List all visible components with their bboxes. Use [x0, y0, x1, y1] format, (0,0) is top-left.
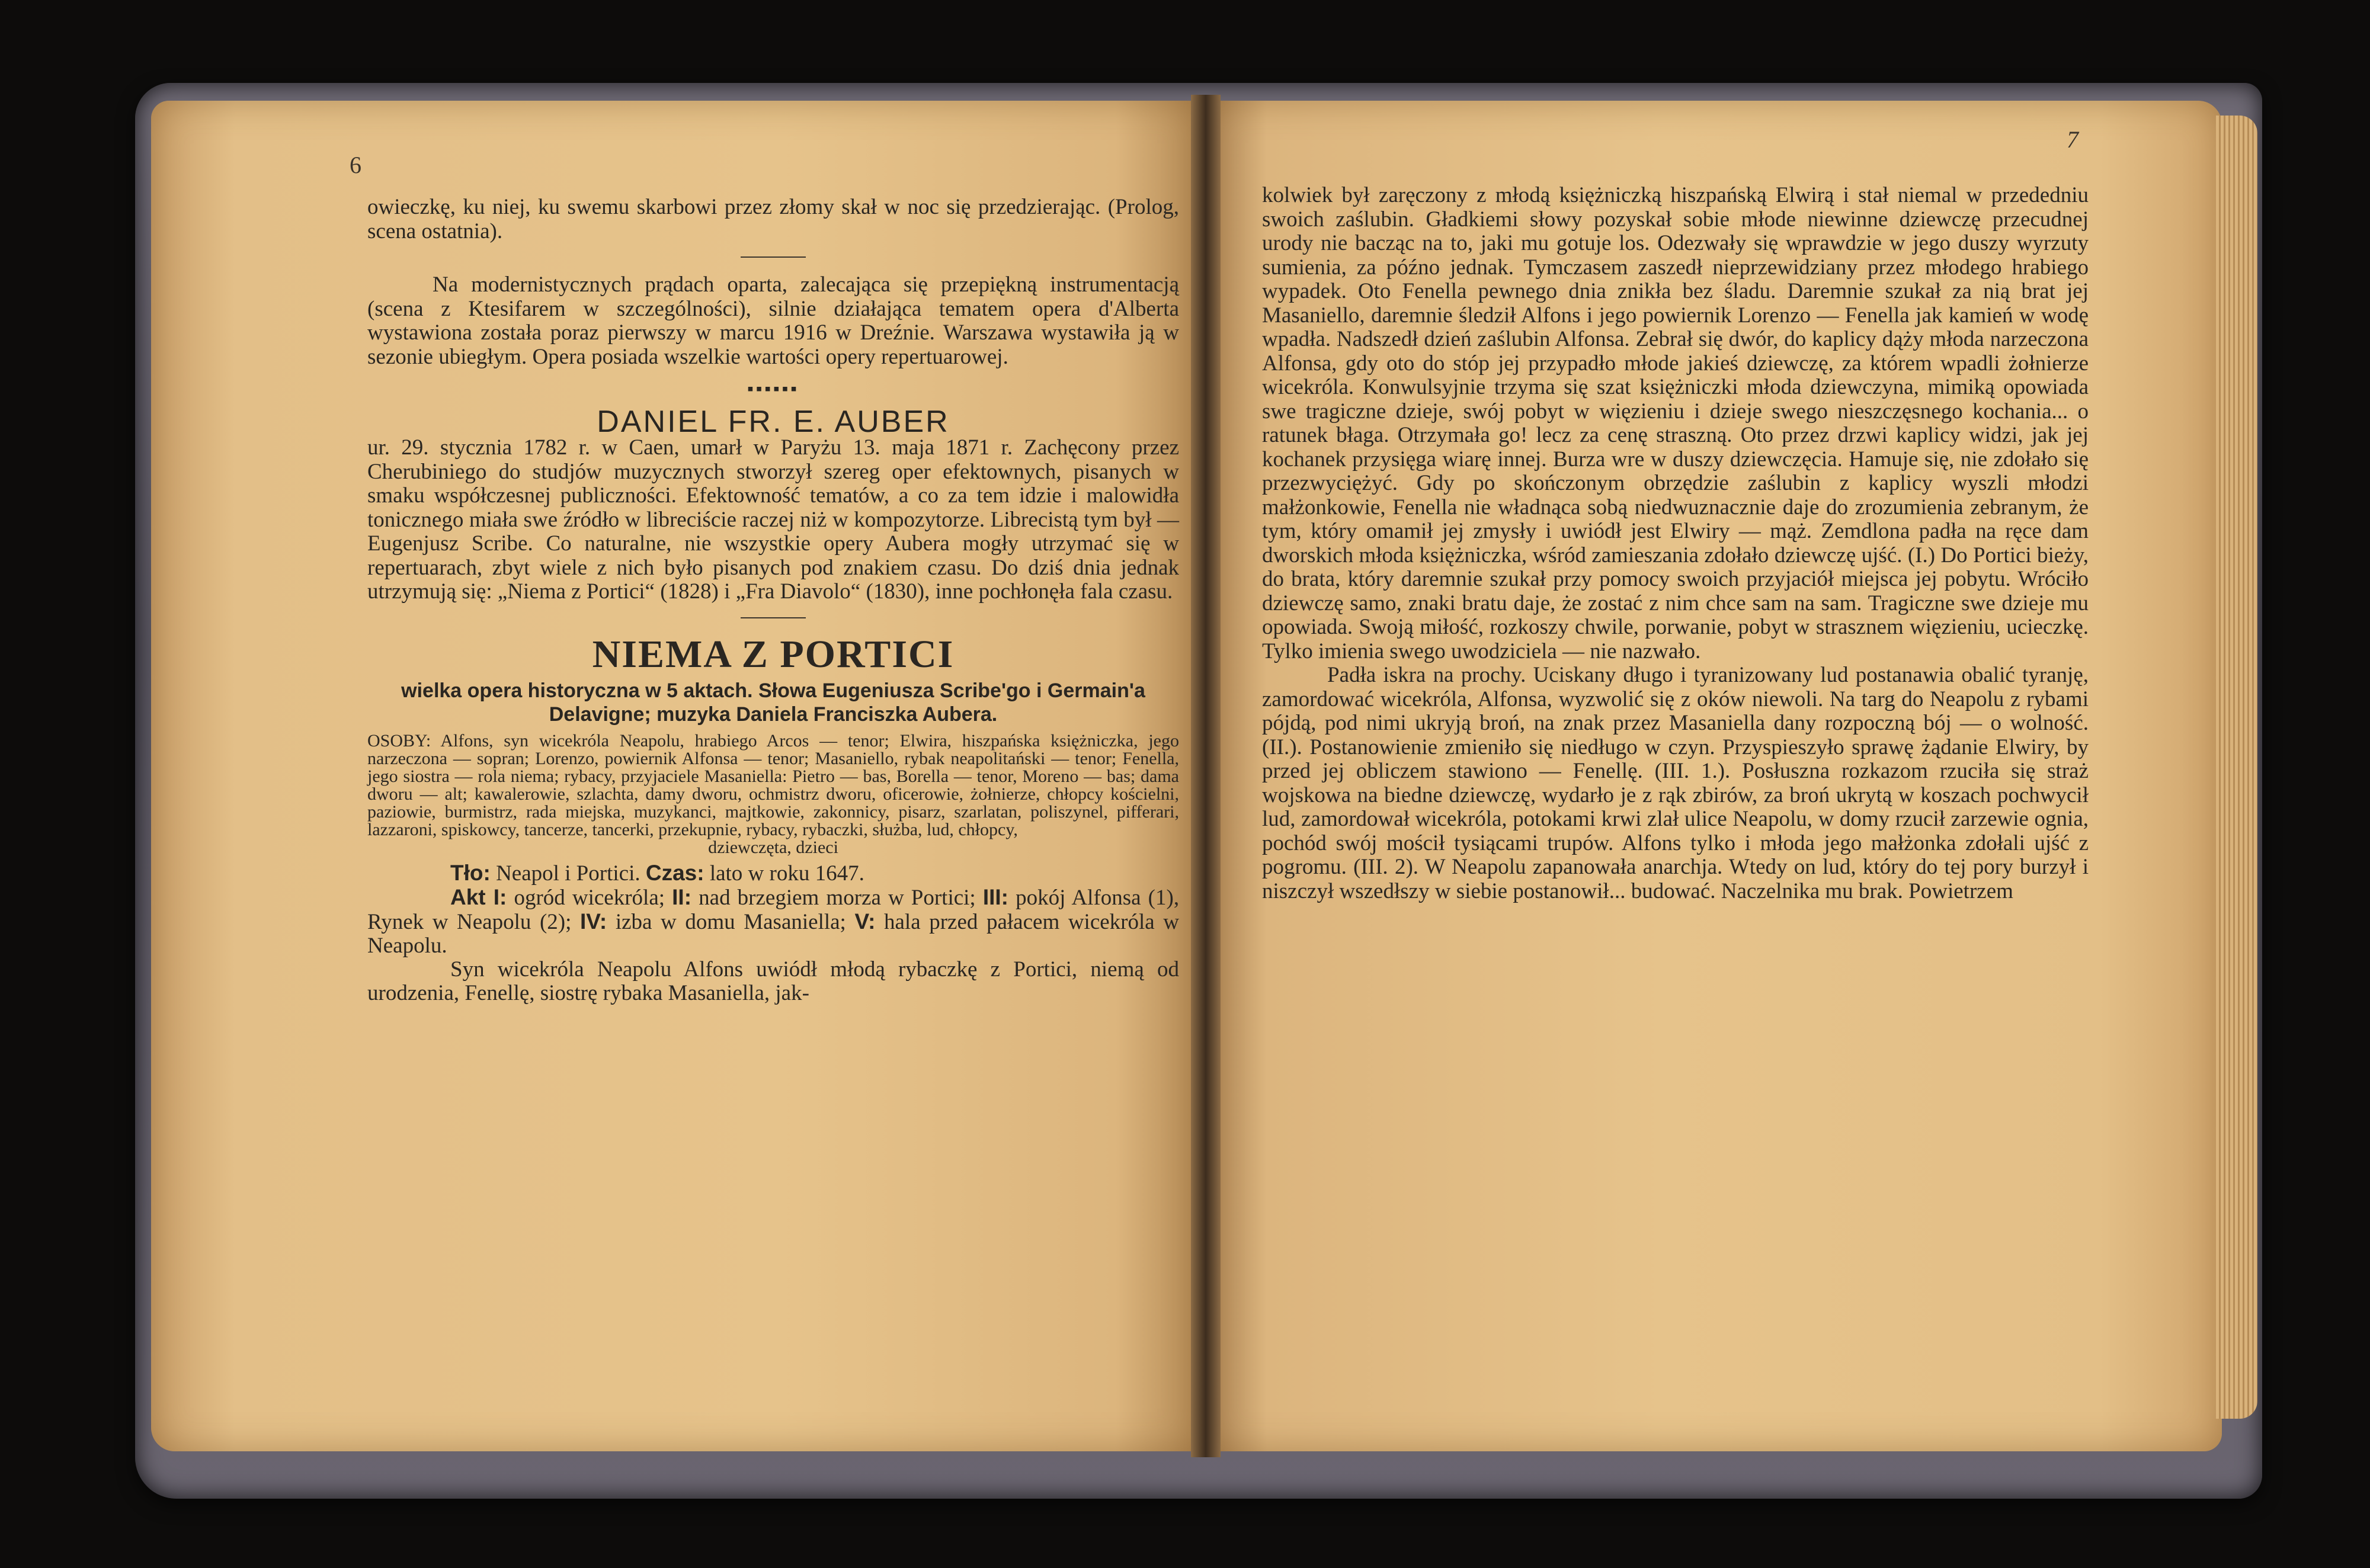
persons-text-end: dziewczęta, dzieci [708, 837, 838, 857]
book-gutter [1191, 95, 1221, 1457]
page-number-left: 6 [350, 152, 361, 178]
left-page-text [367, 195, 1179, 1005]
divider [741, 256, 806, 258]
paragraph: kolwiek był zaręczony z młodą księżniczką hiszpańską Elwirą i stał niemal w przededniu swoich zaślubin. Gładkiemi słowy pozyskał sobie młode niewinne dziewczę przecudnej urody nie bacząc na to, jaki mu gotuje los. Odezwały się wprawdzie w jego duszy wyrzuty sumienia, za późno jednak. Tymczasem zaszedł nieprzewidziany przez młodego hrabiego wypadek. Oto Fenella pewnego dnia znikła bez śladu. Daremnie szukał za nią brat jej Masaniello, daremnie śledził Alfons i jego powiernik Lorenzo — Fenella jak kamień w wodę wpadła. Nadszedł dzień zaślubin Alfonsa. Zebrał się dwór, do kaplicy dąży młoda narzeczona Alfonsa, gdy oto do stóp jej przypadło młode jakieś dziewczę, za którem wpadli żołnierze wicekróla. Konwulsyjnie trzyma się szat księżniczki młoda dziewczyna, mimiką opowiada swe tragiczne dzieje, swój pobyt w więzieniu i dzieje swego nieszczęsnego kochania... o ratunek błaga. Otrzymała go! lecz za cenę straszną. Oto przez drzwi kaplicy widzi, jak jej kochanek przysięga wiarę innej. Burza wre w duszy dziewczęcia. Hamuje się, nie zdołało się przezwyciężyć. Gdy po skończonym obrzędzie zaślubin z kaplicy wyszli młodzi małżonkowie, Fenella nie władnąca sobą niedwuznacznie daje do zrozumienia zebranym, że tym, który omamił jej zmysły i uwiódł jest Elwiry — mąż. Zemdlona padła na ręce dam dworskich młoda księżniczka, wśród zamieszania zdołało dziewczę ujść. (I.) Do Portici bieży, do brata, który daremnie szukał przy pomocy swoich przyjaciół miejsca jej pobytu. Wróciło dziewczę samo, znaki bratu daje, że zostać z nim chce sam na sam. Tragiczne swe dzieje mu opowiada. Swoją miłość, rozkoszy chwile, porwanie, pobyt w strasznem więzieniu, ucieczkę. Tylko imienia swego uwodziciela — nie nazwało. [1262, 183, 2089, 663]
persons-text: OSOBY: Alfons, syn wicekróla Neapolu, hrabiego Arcos — tenor; Elwira, hiszpańska księżniczka, jego narzeczona — sopran; Lorenzo, powiernik Alfonsa — tenor; Masaniello, rybak neapolitański — tenor; Fenella, jego siostra — rola niema; rybacy, przyjaciele Masaniella: Pietro — bas, Borella — tenor, Moreno — bas; dama dworu — alt; kawalerowie, szlachta, damy dworu, ochmistrz dworu, oficerowie, żołnierze, chłopcy kościelni, paziowie, burmistrz, rada miejska, muzykanci, majtkowie, zakonnicy, pisarz, szarlatan, poliszynel, pifferari, lazzaroni, spiskowcy, tancerze, tancerki, przekupnie, rybacy, rybaczki, służba, lud, chłopcy, [367, 730, 1179, 839]
divider [741, 617, 806, 618]
paragraph: Na modernistycznych prądach oparta, zalecająca się przepiękną instrumentacją (scena z Ktesifarem w szczególności), silnie działająca tematem opera d'Alberta wystawiona została poraz pierwszy w marcu 1916 w Dreźnie. Warszawa wystawiła ją w sezonie ubiegłym. Opera posiada wszelkie wartości opery repertuarowej. [367, 272, 1179, 369]
opera-title: NIEMA Z PORTICI [592, 632, 955, 676]
setting-line [367, 861, 1179, 886]
acts-line [367, 886, 1179, 958]
ornament: ▪▪▪▪▪▪ [747, 379, 799, 399]
opera-subtitle: wielka opera historyczna w 5 aktach. Słowa Eugeniusza Scribe'go i Germain'a Delavigne; muzyka Daniela Franciszka Aubera. [401, 679, 1145, 726]
label-background: Tło: [450, 860, 491, 885]
label-act-1: Akt I: [450, 884, 507, 909]
label-act-3: III: [982, 884, 1008, 909]
label-act-4: IV: [579, 909, 607, 934]
right-page-text [1262, 184, 2089, 903]
page-number-right: 7 [2067, 126, 2078, 153]
synopsis-start: Syn wicekróla Neapolu Alfons uwiódł młodą rybaczkę z Portici, niemą od urodzenia, Fenellę, siostrę rybaka Masaniella, jak- [367, 957, 1179, 1005]
paragraph: Padła iskra na prochy. Uciskany długo i tyranizowany lud postanawia obalić tyranję, zamordować wicekróla, Alfonsa, wyzwolić się z oków niewoli. Na targ do Neapolu z rybami pójdą, pod nimi ukryją broń, na znak przez Masaniella dany rozpoczną bój — o wolność. (II.). Postanowienie zmieniło się niedługo w czyn. Przyspieszyło sprawę żądanie Elwiry, by przed jej obliczem stawiono — Fenellę. (III. 1.). Posłuszna rozkazom rzuciła się straż wojskowa na biedne dziewczę, wydarło je z rąk zbirów, za broń ukrytą w koszach pochwycił lud, zamordował wicekróla, potokami krwi zlał ulice Neapolu, w domy rzucił zarzewie ognia, pochód swój mościł tysiącami trupów. Alfons tylko i młoda jego małżonka zdołali ujść z pogromu. (III. 2). W Neapolu zapanowała anarchja. Wtedy on lud, który do tej pory burzył i niszczył wszedłszy w siebie postanowił... budować. Naczelnika mu brak. Powietrzem [1262, 663, 2089, 903]
composer-heading: DANIEL FR. E. AUBER [597, 404, 950, 439]
act-4: izba w domu Masaniella; [615, 909, 846, 934]
persons-list [367, 732, 1179, 857]
setting-time: lato w roku 1647. [709, 861, 864, 886]
label-act-5: V: [854, 909, 876, 934]
setting-block [367, 861, 1179, 1005]
act-3: pokój Alfonsa (1), Rynek w Neapolu (2); [367, 885, 1180, 934]
act-5: hala przed pałacem wicekróla w Neapolu. [367, 909, 1179, 958]
act-2: nad brzegiem morza w Portici; [699, 885, 976, 910]
label-act-2: II: [672, 884, 692, 909]
composer-bio: ur. 29. stycznia 1782 r. w Caen, umarł w Paryżu 13. maja 1871 r. Zachęcony przez Cherubiniego do studjów muzycznych stworzył szereg oper efektownych, pisanych w smaku współczesnej publiczności. Efektowność tematów, a co za tem idzie i malowidła tonicznego miała swe źródło w libreciście raczej niż w kompozytorze. Librecistą tym był — Eugenjusz Scribe. Co naturalne, nie wszystkie opery Aubera mogły utrzymać się w repertuarach, zbyt wiele z nich było pisanych pod znakiem czasu. Do dziś dnia jednak utrzymują się: „Niema z Portici“ (1828) i „Fra Diavolo“ (1830), inne pochłonęła fala czasu. [367, 435, 1179, 604]
act-1: ogród wicekróla; [514, 885, 665, 910]
page-edges [2216, 116, 2257, 1419]
label-time: Czas: [645, 860, 704, 885]
setting-background: Neapol i Portici. [496, 861, 640, 886]
paragraph: owieczkę, ku niej, ku swemu skarbowi przez złomy skał w noc się przedzierając. (Prolog, scena ostatnia). [367, 195, 1179, 243]
